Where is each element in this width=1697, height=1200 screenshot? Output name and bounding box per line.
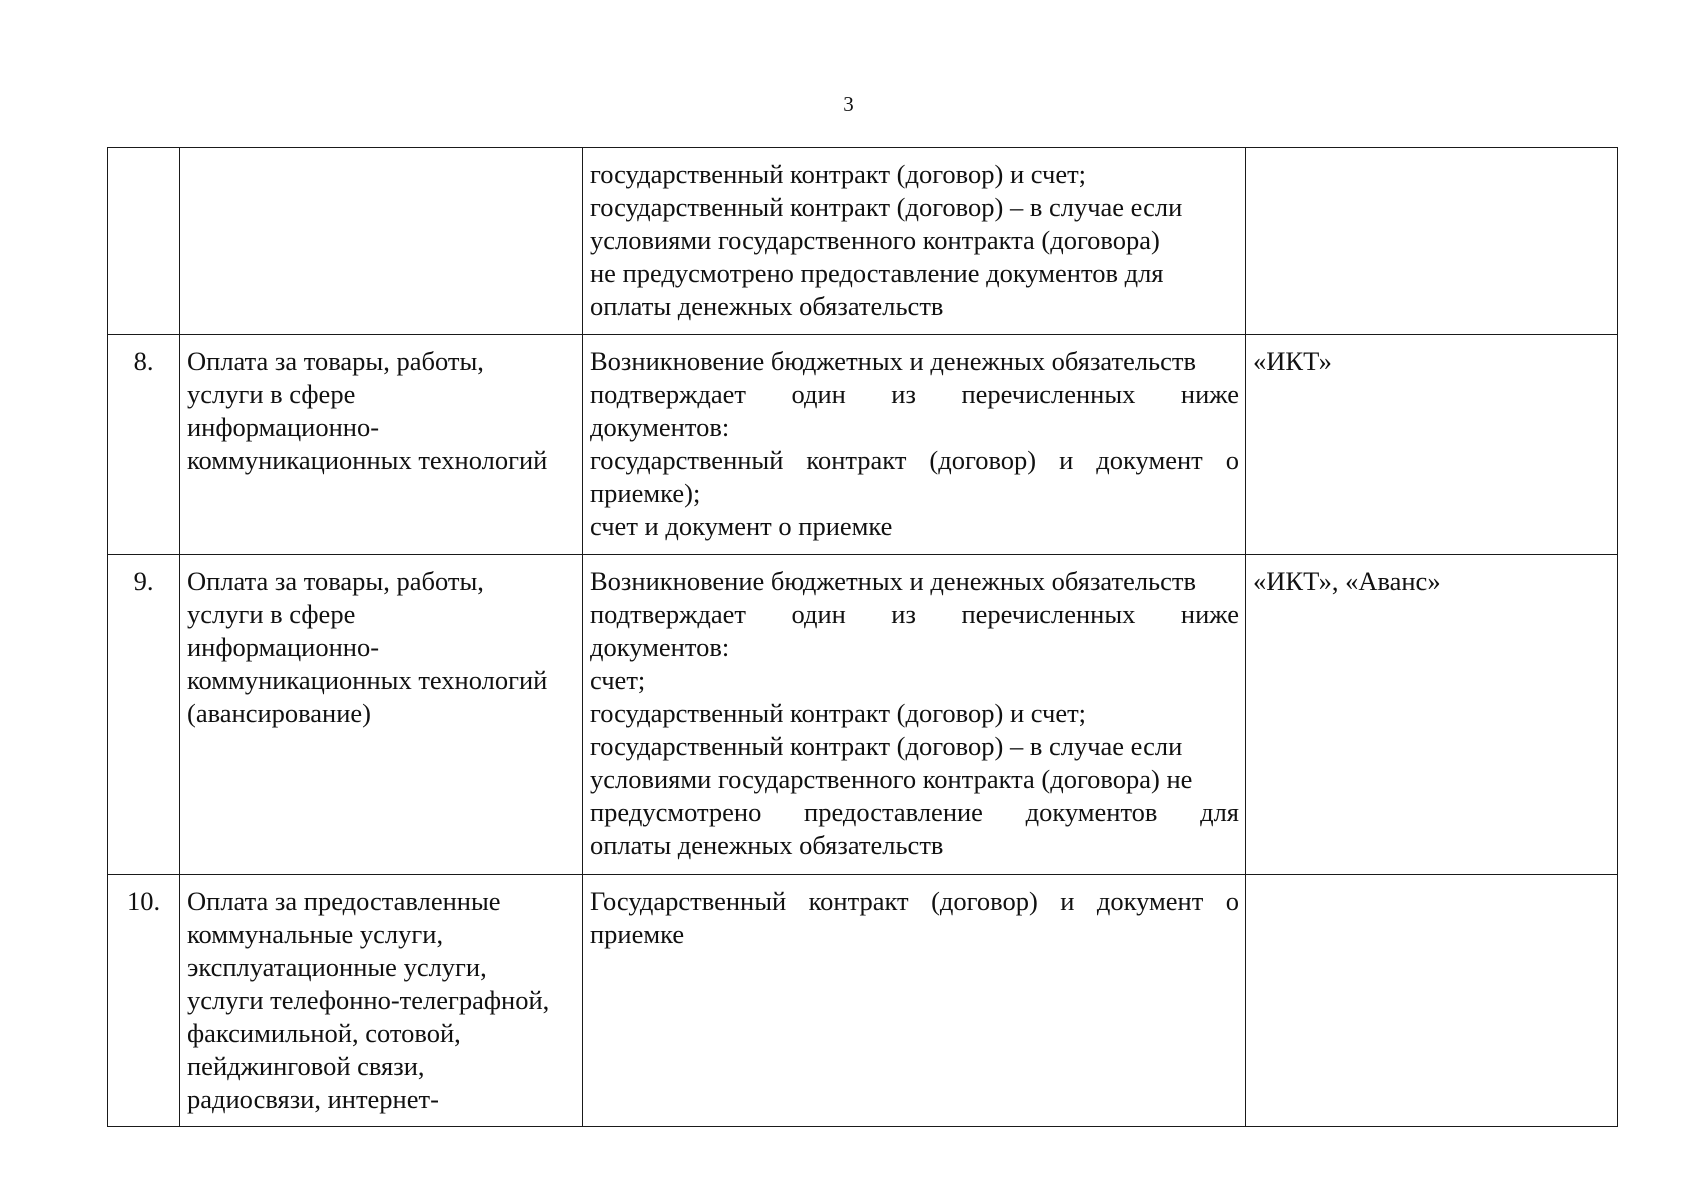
cell-documents [583, 555, 1246, 875]
text-line: Оплата за товары, работы, [187, 566, 484, 596]
text-line: Оплата за товары, работы, [187, 346, 484, 376]
text-line: коммуникационных технологий [187, 665, 548, 695]
cell-number [108, 148, 180, 335]
text-line: государственный контракт (договор) – в случае если [590, 192, 1183, 222]
cell-documents [583, 148, 1246, 335]
table-row [108, 875, 1618, 1127]
text-line: коммунальные услуги, [187, 919, 444, 949]
text-line: Возникновение бюджетных и денежных обязательств [590, 346, 1196, 376]
text-line: подтверждает один из перечисленных ниже [590, 379, 1239, 409]
text-line: государственный контракт (договор) и счет; [590, 159, 1087, 189]
text-line: подтверждает один из перечисленных ниже [590, 599, 1239, 629]
text-line: предусмотрено предоставление документов для [590, 797, 1239, 827]
cell-code [1246, 875, 1618, 1127]
cell-operation-name [180, 555, 583, 875]
text-line: не предусмотрено предоставление документов для [590, 258, 1164, 288]
cell-operation-name [180, 148, 583, 335]
text-line: услуги в сфере [187, 379, 356, 409]
cell-number: 10. [108, 875, 180, 1127]
text-line: информационно- [187, 412, 380, 442]
text-line: услуги телефонно-телеграфной, [187, 985, 550, 1015]
cell-code: «ИКТ» [1246, 335, 1618, 555]
cell-code [1246, 148, 1618, 335]
text-line: коммуникационных технологий [187, 445, 548, 475]
text-line: оплаты денежных обязательств [590, 291, 944, 321]
text-line: государственный контракт (договор) – в случае если [590, 731, 1183, 761]
cell-number: 8. [108, 335, 180, 555]
cell-documents [583, 335, 1246, 555]
text-line: факсимильной, сотовой, [187, 1018, 461, 1048]
text-line: (авансирование) [187, 698, 372, 728]
cell-documents [583, 875, 1246, 1127]
text-line: оплаты денежных обязательств [590, 830, 944, 860]
text-line: документов: [590, 412, 730, 442]
payment-documents-table [107, 147, 1618, 1127]
text-line: условиями государственного контракта (договора) [590, 225, 1160, 255]
table-row [108, 555, 1618, 875]
text-line: государственный контракт (договор) и документ о [590, 445, 1239, 475]
table-row-continuation [108, 148, 1618, 335]
text-line: пейджинговой связи, [187, 1051, 425, 1081]
cell-operation-name [180, 335, 583, 555]
text-line: радиосвязи, интернет- [187, 1084, 439, 1114]
page-number: 3 [843, 92, 854, 116]
text-line: документов: [590, 632, 730, 662]
text-line: счет и документ о приемке [590, 511, 893, 541]
cell-code: «ИКТ», «Аванс» [1246, 555, 1618, 875]
text-line: приемке [590, 919, 685, 949]
text-line: условиями государственного контракта (договора) не [590, 764, 1193, 794]
text-line: информационно- [187, 632, 380, 662]
text-line: Оплата за предоставленные [187, 886, 501, 916]
cell-number: 9. [108, 555, 180, 875]
text-line: Государственный контракт (договор) и документ о [590, 886, 1239, 916]
table-row [108, 335, 1618, 555]
text-line: услуги в сфере [187, 599, 356, 629]
text-line: государственный контракт (договор) и счет; [590, 698, 1087, 728]
text-line: эксплуатационные услуги, [187, 952, 487, 982]
cell-operation-name [180, 875, 583, 1127]
text-line: приемке); [590, 478, 701, 508]
text-line: счет; [590, 665, 646, 695]
text-line: Возникновение бюджетных и денежных обязательств [590, 566, 1196, 596]
